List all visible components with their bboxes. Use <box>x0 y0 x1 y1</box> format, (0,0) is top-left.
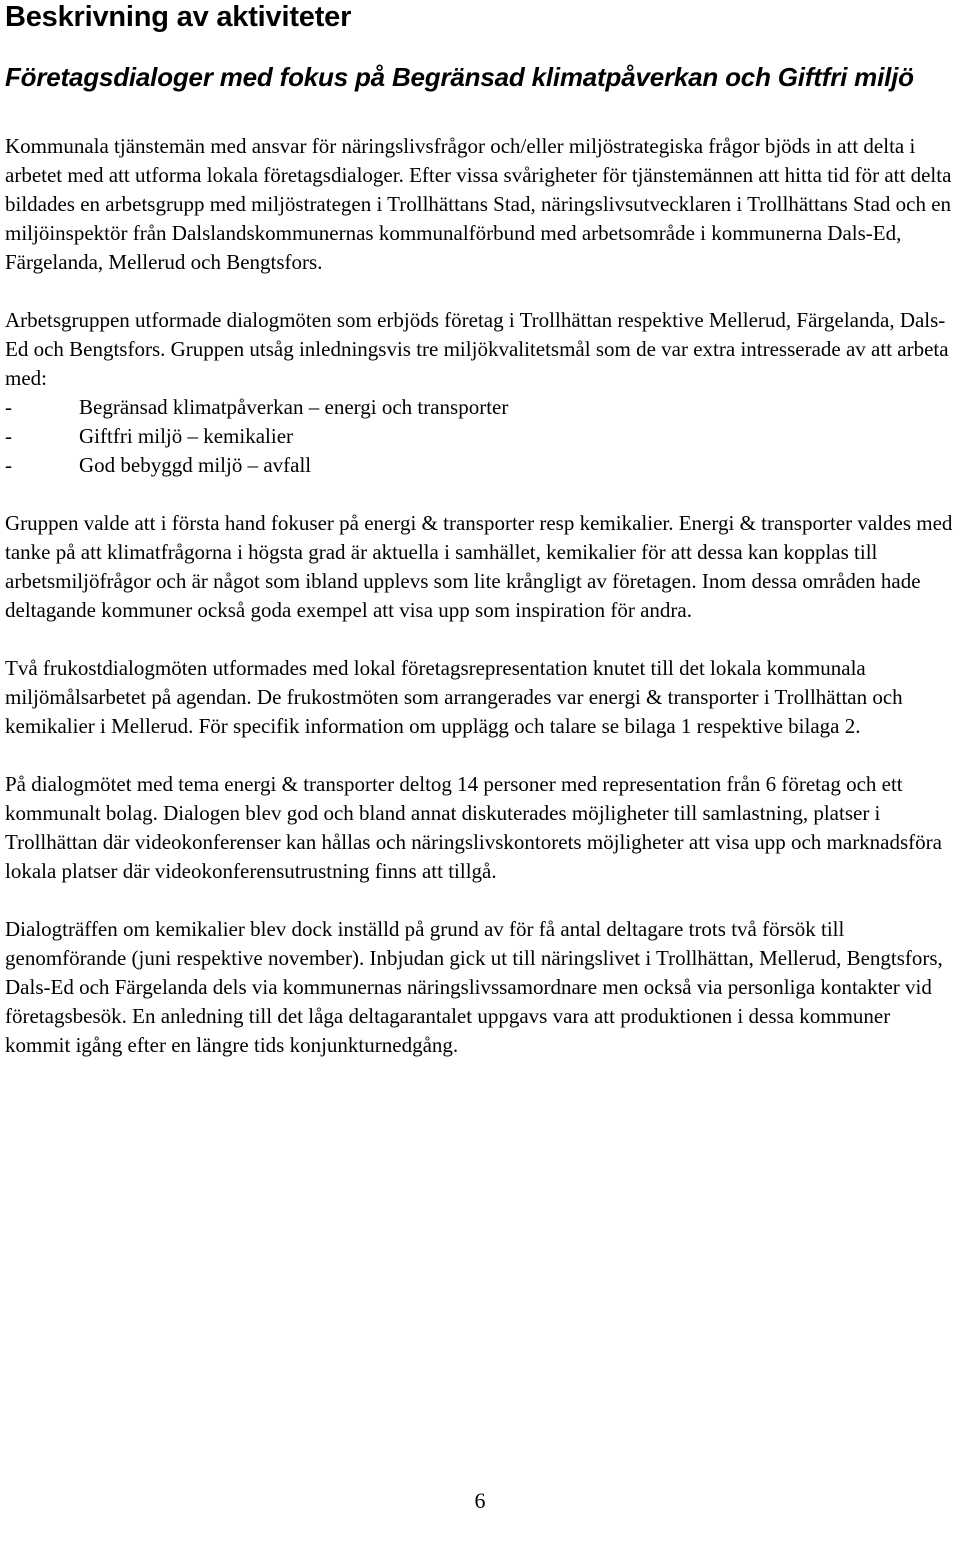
page-number: 6 <box>474 1488 486 1513</box>
list-item <box>5 451 955 480</box>
list-item <box>5 422 955 451</box>
list-item-text: Begränsad klimatpåverkan – energi och transporter <box>79 395 509 419</box>
document-page <box>5 0 955 1060</box>
environmental-goals-list <box>5 393 955 480</box>
list-item <box>5 393 955 422</box>
subsection-heading: Företagsdialoger med fokus på Begränsad klimatpåverkan och Giftfri miljö <box>5 62 914 92</box>
paragraph-focus: Gruppen valde att i första hand fokuser på energi & transporter resp kemikalier. Energi & transporter valdes med tanke på att klimatfrågorna i högsta grad är aktuella i samhället, kemikalier för att dessa kan kopplas till arbetsmiljöfrågor och är något som ibland upplevs som lite krångligt av företagen. Inom dessa områden hade deltagande kommuner också goda exempel att visa upp som inspiration för andra. <box>5 511 953 622</box>
list-item-text: God bebyggd miljö – avfall <box>79 453 312 477</box>
list-item-text: Giftfri miljö – kemikalier <box>79 424 294 448</box>
paragraph-working-group: Arbetsgruppen utformade dialogmöten som erbjöds företag i Trollhättan respektive Mellerud, Färgelanda, Dals-Ed och Bengtsfors. Gruppen utsåg inledningsvis tre miljökvalitetsmål som de var extra intresserade av att arbeta med: <box>5 308 949 390</box>
list-marker: - <box>5 453 12 477</box>
paragraph-intro: Kommunala tjänstemän med ansvar för näringslivsfrågor och/eller miljöstrategiska frågor bjöds in att delta i arbetet med att utforma lokala företagsdialoger. Efter vissa svårigheter för tjänstemännen att hitta tid för att delta bildades en arbetsgrupp med miljöstrategen i Trollhättans Stad, näringslivsutvecklaren i Trollhättans Stad och en miljöinspektör från Dalslandskommunernas kommunalförbund med arbetsområde i kommunerna Dals-Ed, Färgelanda, Mellerud och Bengtsfors. <box>5 134 952 274</box>
list-marker: - <box>5 424 12 448</box>
list-marker: - <box>5 395 12 419</box>
paragraph-energy-dialogue: På dialogmötet med tema energi & transporter deltog 14 personer med representation från 6 företag och ett kommunalt bolag. Dialogen blev god och bland annat diskuterades möjligheter till samlastning, platser i Trollhättan där videokonferenser kan hållas och näringslivskontorets möjligheter att visa upp och marknadsföra lokala platser där videokonferensutrustning finns att tillgå. <box>5 772 942 883</box>
paragraph-breakfast-meetings: Två frukostdialogmöten utformades med lokal företagsrepresentation knutet till det lokala kommunala miljömålsarbetet på agendan. De frukostmöten som arrangerades var energi & transporter i Trollhättan och kemikalier i Mellerud. För specifik information om upplägg och talare se bilaga 1 respektive bilaga 2. <box>5 656 903 738</box>
paragraph-chemicals-dialogue: Dialogträffen om kemikalier blev dock inställd på grund av för få antal deltagare trots två försök till genomförande (juni respektive november). Inbjudan gick ut till näringslivet i Trollhättan, Mellerud, Bengtsfors, Dals-Ed och Färgelanda dels via kommunernas näringslivssamordnare men också via personliga kontakter vid företagsbesök. En anledning till det låga deltagarantalet uppgavs vara att produktionen i dessa kommuner kommit igång efter en längre tids konjunkturnedgång. <box>5 917 943 1057</box>
section-heading: Beskrivning av aktiviteter <box>5 1 352 33</box>
